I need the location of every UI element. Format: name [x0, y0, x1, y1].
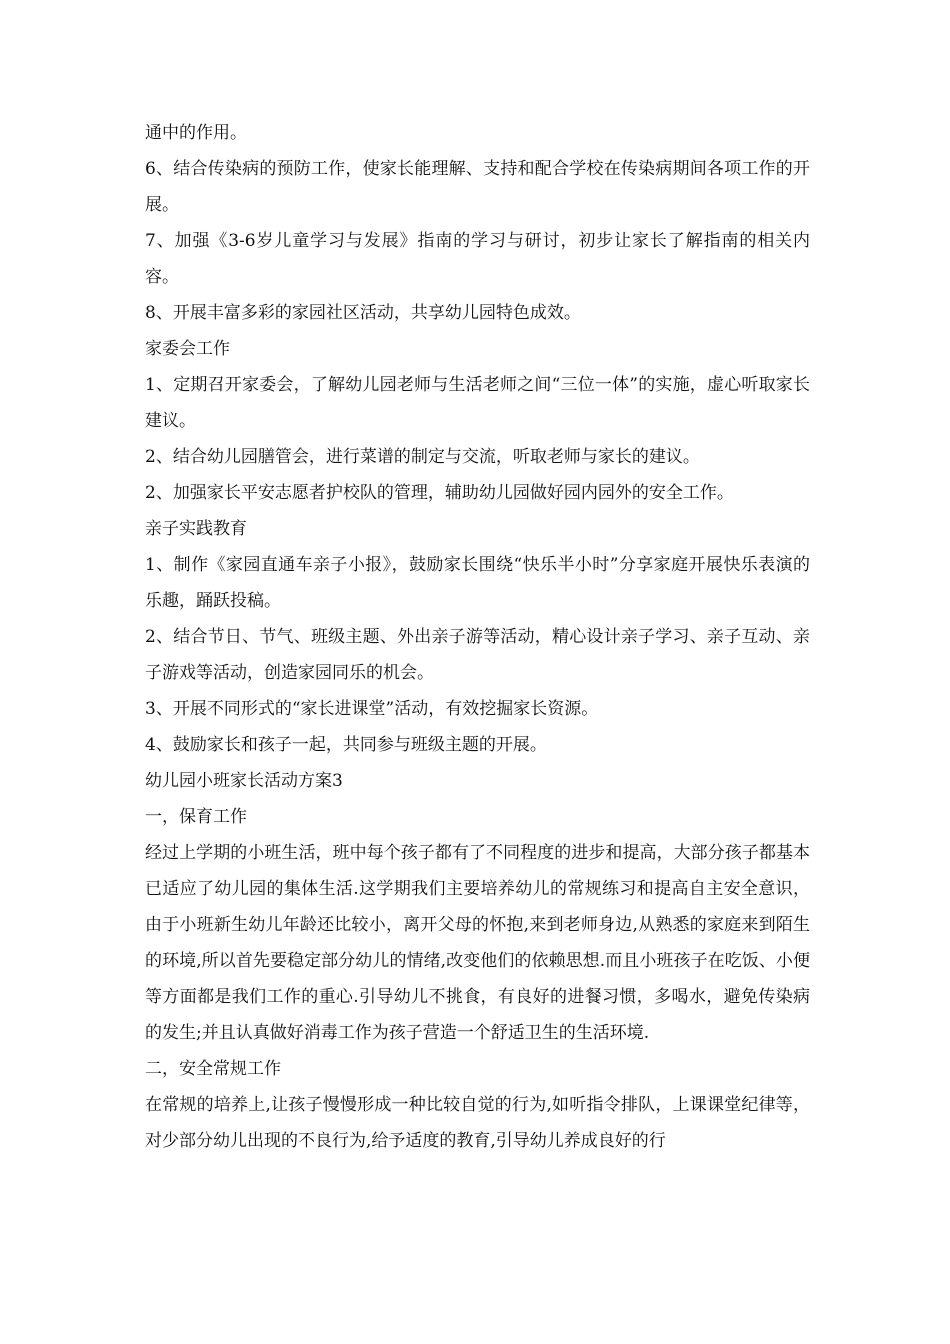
document-title-plan-3: 幼儿园小班家长活动方案3 [145, 771, 343, 791]
paragraph-communication-role: 通中的作用。 [145, 123, 247, 143]
paragraph-item-6: 6、结合传染病的预防工作，使家长能理解、支持和配合学校在传染病期间各项工作的开展。 [145, 159, 810, 215]
paragraph-practice-2: 2、结合节日、节气、班级主题、外出亲子游等活动，精心设计亲子学习、亲子互动、亲子游戏等活动，创造家园同乐的机会。 [145, 627, 810, 683]
section-heading-parent-child-practice: 亲子实践教育 [145, 519, 247, 539]
paragraph-practice-3: 3、开展不同形式的“家长进课堂”活动，有效挖掘家长资源。 [145, 699, 599, 719]
paragraph-care-work: 经过上学期的小班生活，班中每个孩子都有了不同程度的进步和提高，大部分孩子都基本已适应了幼儿园的集体生活.这学期我们主要培养幼儿的常规练习和提高自主安全意识，由于小班新生幼儿年龄还比较小，离开父母的怀抱,来到老师身边,从熟悉的家庭来到陌生的环境,所以首先要稳定部分幼儿的情绪,改变他们的依赖思想.而且小班孩子在吃饭、小便等方面都是我们工作的重心.引导幼儿不挑食，有良好的进餐习惯，多喝水，避免传染病的发生;并且认真做好消毒工作为孩子营造一个舒适卫生的生活环境. [145, 843, 810, 1043]
paragraph-safety-routine: 在常规的培养上,让孩子慢慢形成一种比较自觉的行为,如听指令排队，上课课堂纪律等，对少部分幼儿出现的不良行为,给予适度的教育,引导幼儿养成良好的行 [145, 1095, 810, 1151]
document-body [145, 115, 810, 1159]
paragraph-committee-3: 2、加强家长平安志愿者护校队的管理，辅助幼儿园做好园内园外的安全工作。 [145, 483, 734, 503]
paragraph-practice-1: 1、制作《家园直通车亲子小报》，鼓励家长围绕“快乐半小时”分享家庭开展快乐表演的乐趣，踊跃投稿。 [145, 555, 810, 611]
paragraph-committee-1: 1、定期召开家委会，了解幼儿园老师与生活老师之间“三位一体”的实施，虚心听取家长建议。 [145, 375, 810, 431]
paragraph-committee-2: 2、结合幼儿园膳管会，进行菜谱的制定与交流，听取老师与家长的建议。 [145, 447, 700, 467]
section-heading-parent-committee: 家委会工作 [145, 339, 230, 359]
paragraph-item-8: 8、开展丰富多彩的家园社区活动，共享幼儿园特色成效。 [145, 303, 581, 323]
section-heading-care-work: 一，保育工作 [145, 807, 247, 827]
paragraph-practice-4: 4、鼓励家长和孩子一起，共同参与班级主题的开展。 [145, 735, 547, 755]
section-heading-safety-routine: 二，安全常规工作 [145, 1059, 281, 1079]
paragraph-item-7: 7、加强《3-6岁儿童学习与发展》指南的学习与研讨，初步让家长了解指南的相关内容。 [145, 231, 810, 287]
